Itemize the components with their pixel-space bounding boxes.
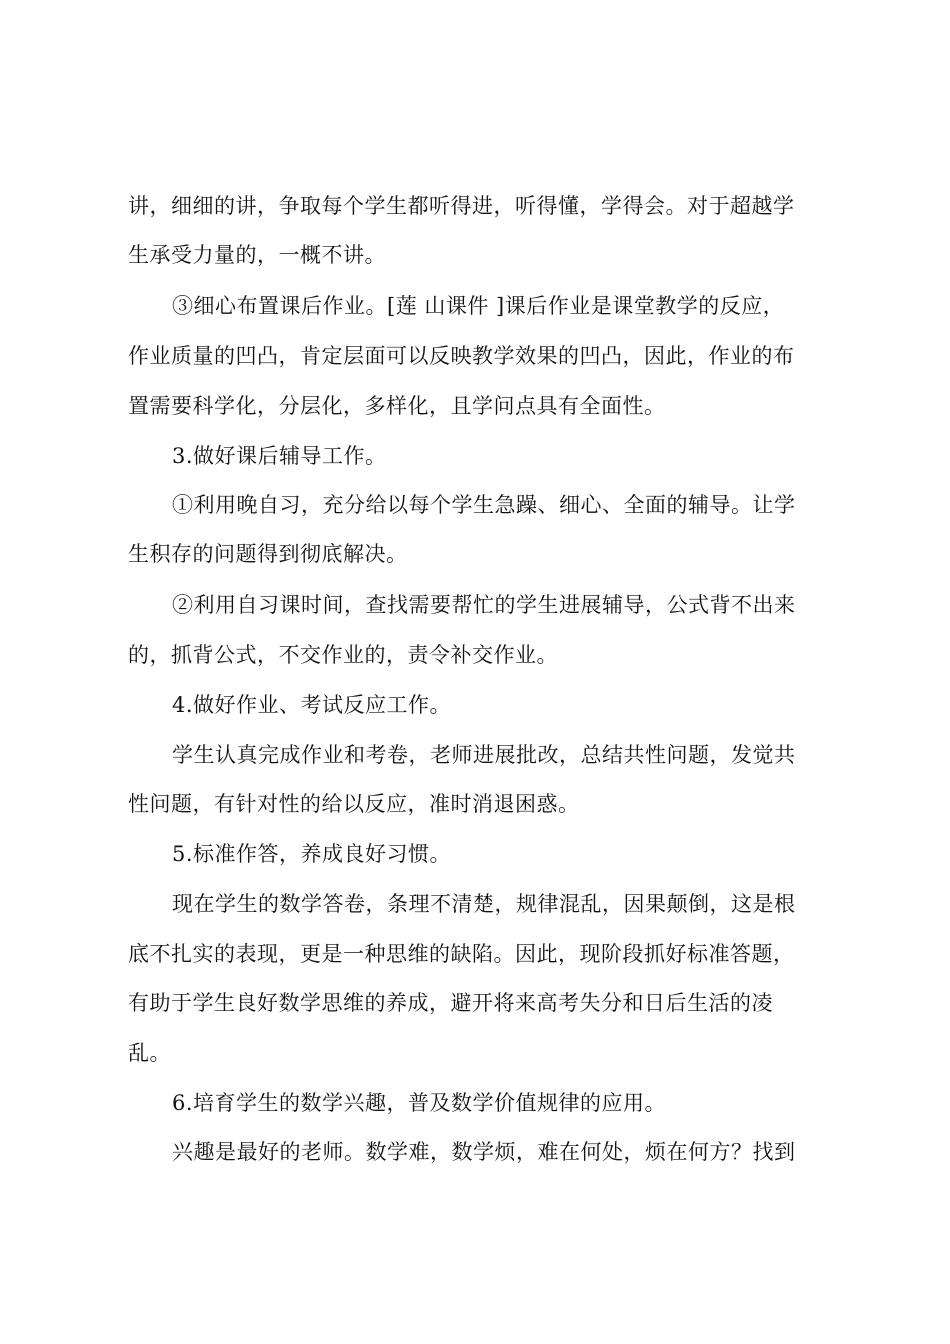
text-line: 兴趣是最好的老师。数学难，数学烦，难在何处，烦在何方？找到 bbox=[172, 1140, 796, 1164]
text-line: 5.标准作答，养成良好习惯。 bbox=[172, 842, 452, 866]
text-line: 乱。 bbox=[128, 1041, 171, 1065]
text-line: 性问题，有针对性的给以反应，准时消退困惑。 bbox=[128, 792, 580, 816]
text-line: 学生认真完成作业和考卷，老师进展批改，总结共性问题，发觉共 bbox=[172, 743, 796, 767]
text-line: 置需要科学化，分层化，多样化，且学问点具有全面性。 bbox=[128, 394, 666, 418]
text-line: ①利用晚自习，充分给以每个学生急躁、细心、全面的辅导。让学 bbox=[172, 493, 796, 517]
text-line: 底不扎实的表现，更是一种思维的缺陷。因此，现阶段抓好标准答题， bbox=[128, 942, 795, 966]
text-line: 6.培育学生的数学兴趣，普及数学价值规律的应用。 bbox=[172, 1091, 667, 1115]
text-line: 有助于学生良好数学思维的养成，避开将来高考失分和日后生活的凌 bbox=[128, 991, 773, 1015]
text-line: 讲，细细的讲，争取每个学生都听得进，听得懂，学得会。对于超越学 bbox=[128, 194, 795, 218]
text-line: ②利用自习课时间，查找需要帮忙的学生进展辅导，公式背不出来 bbox=[172, 593, 796, 617]
text-line: 生积存的问题得到彻底解决。 bbox=[128, 542, 408, 566]
text-line: ③细心布置课后作业。[莲 山课件 ]课后作业是课堂教学的反应， bbox=[172, 294, 785, 318]
text-line: 现在学生的数学答卷，条理不清楚，规律混乱，因果颠倒，这是根 bbox=[172, 892, 796, 916]
text-line: 4.做好作业、考试反应工作。 bbox=[172, 693, 452, 717]
text-line: 3.做好课后辅导工作。 bbox=[172, 444, 387, 468]
text-line: 生承受力量的，一概不讲。 bbox=[128, 243, 386, 267]
text-line: 的，抓背公式，不交作业的，责令补交作业。 bbox=[128, 643, 558, 667]
text-line: 作业质量的凹凸，肯定层面可以反映教学效果的凹凸，因此，作业的布 bbox=[128, 344, 795, 368]
